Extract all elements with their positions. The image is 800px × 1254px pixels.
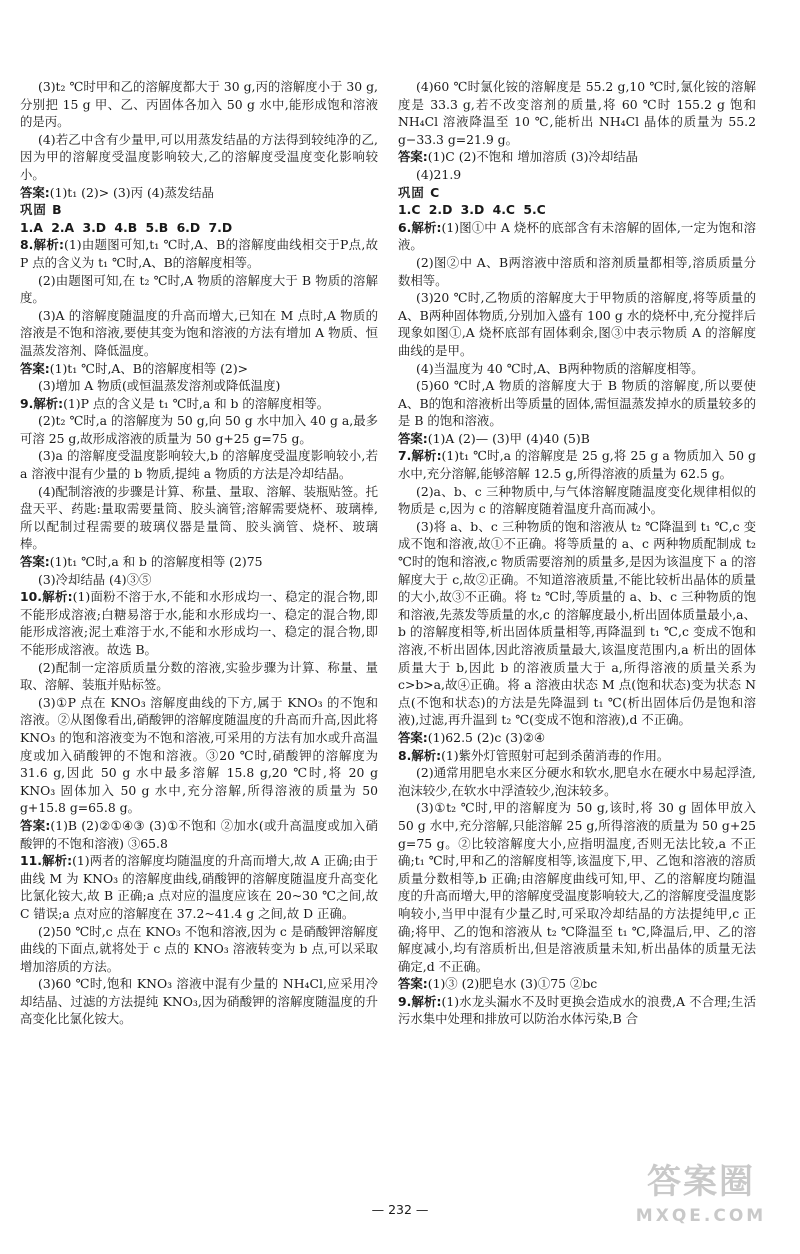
paragraph: (3)将 a、b、c 三种物质的饱和溶液从 t₂ ℃降温到 t₁ ℃,c 变成不饱和溶液,故①不正确。将等质量的 a、c 两种物质配制成 t₂ ℃时的饱和溶液,c 物质需要溶剂的质量多,是因为该温度下 a 的溶解度大于 c,故②正确。不知道溶液质量,不能比较析出晶体的质量的大小,故③不正确。将 t₂ ℃时,等质量的 a、b、c 三种物质的饱和溶液,先蒸发等质量的水,c 的溶解度最小,析出固体质量最小,a、b 的溶解度相等,析出固体质量相等,再降温到 t₁ ℃,c 变成不饱和溶液,不析出固体,因此溶液质量最大,该温度范围内,a 析出的固体质量大于 b,因此 b 的溶液质量大于 a,所得溶液的质量关系为 c>b>a,故④正确。将 a 溶液由状态 M 点(饱和状态)变为状态 N 点(不饱和状态)的方法是先降温到 t₁ ℃(析出固体后仍是饱和溶液),过滤,再升温到 t₂ ℃(变成不饱和溶液),d 不正确。 <box>398 518 756 728</box>
paragraph: (4)当温度为 40 ℃时,A、B两种物质的溶解度相等。 <box>416 360 704 376</box>
paragraph: (3)①t₂ ℃时,甲的溶解度为 50 g,该时,将 30 g 固体甲放入 50 g 水中,充分溶解,只能溶解 25 g,所得溶液的质量为 50 g+25 g=75 g。②比较溶解度大小,应指明温度,否则无法比较,a 不正确;t₁ ℃时,甲和乙的溶解度相等,该温度下,甲、乙饱和溶液的溶质质量分数相等,b 正确;由溶解度曲线可知,甲、乙的溶解度均随温度的升高而增大,甲的溶解度受温度影响较大,乙的溶解度受温度影响较小,当甲中混有少量乙时,可采取冷却结晶的方法提纯甲,c 正确;将甲、乙的饱和溶液从 t₂ ℃降温至 t₁ ℃,降温后,甲、乙的溶解度减小,均有溶质析出,但是溶液质量未知,析出晶体的质量无法确定,d 不正确。 <box>398 800 756 974</box>
answer-line <box>398 975 756 993</box>
paragraph: (3)A 的溶解度随温度的升高而增大,已知在 M 点时,A 物质的溶液是不饱和溶液,要使其变为饱和溶液的方法有增加 A 物质、恒温蒸发溶剂、降低温度。 <box>20 307 378 358</box>
answer-label: 答案: <box>20 360 50 376</box>
answer-line <box>398 729 756 747</box>
paragraph: (2)配制一定溶质质量分数的溶液,实验步骤为计算、称量、量取、溶解、装瓶并贴标签。 <box>20 659 378 693</box>
question-10 <box>20 588 378 658</box>
answer-text: (1)t₁ ℃时,a 和 b 的溶解度相等 (2)75 <box>49 554 263 570</box>
paragraph: (5)60 ℃时,A 物质的溶解度大于 B 物质的溶解度,所以要使 A、B的饱和溶液析出等质量的固体,需恒温蒸发掉水的质量较多的是 B 的饱和溶液。 <box>398 378 756 429</box>
analysis-label: 10.解析: <box>20 589 73 605</box>
question-9 <box>20 395 378 413</box>
answer-line <box>20 360 378 378</box>
paragraph: (3)a 的溶解度受温度影响较大,b 的溶解度受温度影响较小,若 a 溶液中混有少量的 b 物质,提纯 a 物质的方法是冷却结晶。 <box>20 448 378 482</box>
paragraph: (2)a、b、c 三种物质中,与气体溶解度随温度变化规律相似的物质是 c,因为 c 的溶解度随着温度升高而减小。 <box>398 483 756 517</box>
analysis-label: 8.解析: <box>20 237 64 253</box>
answer-label: 答案: <box>398 430 428 446</box>
analysis-label: 7.解析: <box>398 448 442 464</box>
question-8 <box>20 236 378 271</box>
paragraph: (3)①P 点在 KNO₃ 溶解度曲线的下方,属于 KNO₃ 的不饱和溶液。②从图像看出,硝酸钾的溶解度随温度的升高而升高,因此将 KNO₃ 的饱和溶液变为不饱和溶液,可采用的方法有加水或升高温度或加入硝酸钾的不饱和溶液。③20 ℃时,硝酸钾的溶解度为 31.6 g,因此 50 g 水中最多溶解 15.8 g,20 ℃时,将 20 g KNO₃ 固体加入 50 g 水中,充分溶解,所得溶液的质量为 50 g+15.8 g=65.8 g。 <box>20 694 378 816</box>
left-column <box>20 78 378 1028</box>
analysis-text: (1)水龙头漏水不及时更换会造成水的浪费,A 不合理;生活污水集中处理和排放可以防治水体污染,B 合 <box>398 993 756 1027</box>
paragraph: (3)t₂ ℃时甲和乙的溶解度都大于 30 g,丙的溶解度小于 30 g,分别把 15 g 甲、乙、丙固体各加入 50 g 水中,能形成饱和溶液的是丙。 <box>20 79 378 130</box>
answer-text: (1)B (2)②①④③ (3)①不饱和 ②加水(或升高温度或加入硝酸钾的不饱和溶液) ③65.8 <box>20 817 378 851</box>
answer-label: 答案: <box>20 817 51 833</box>
analysis-text: (1)两者的溶解度均随温度的升高而增大,故 A 正确;由于曲线 M 为 KNO₃ 的溶解度曲线,硝酸钾的溶解度随温度升高变化比氯化铵大,故 B 正确;a 点对应的温度应该在 20~30 ℃之间,故 C 错误;a 点对应的溶解度在 37.2~41.4 g 之间,故 D 正确。 <box>20 853 378 921</box>
paragraph: (4)若乙中含有少量甲,可以用蒸发结晶的方法得到较纯净的乙,因为甲的溶解度受温度影响较大,乙的溶解度受温度变化影响较小。 <box>20 131 378 182</box>
right-column <box>398 78 756 1028</box>
answer-text: (3)增加 A 物质(或恒温蒸发溶剂或降低温度) <box>38 378 281 394</box>
question-7 <box>398 447 756 482</box>
answer-line <box>398 148 756 166</box>
analysis-text: (1)面粉不溶于水,不能和水形成均一、稳定的混合物,即不能形成溶液;白糖易溶于水,能和水形成均一、稳定的混合物,即能形成溶液;泥土难溶于水,不能和水形成均一、稳定的混合物,即不能形成溶液。故选 B。 <box>20 589 378 657</box>
choice-answers: 1.C 2.D 3.D 4.C 5.C <box>398 202 546 218</box>
answer-label: 答案: <box>398 976 428 992</box>
analysis-label: 9.解析: <box>398 993 442 1009</box>
answer-line <box>20 553 378 571</box>
question-9 <box>398 993 756 1028</box>
answer-label: 答案: <box>398 149 428 165</box>
analysis-label: 9.解析: <box>20 395 64 411</box>
answer-text: (1)t₁ (2)> (3)丙 (4)蒸发结晶 <box>49 184 215 200</box>
watermark-logo <box>616 1150 786 1238</box>
paragraph: (3)60 ℃时,饱和 KNO₃ 溶液中混有少量的 NH₄Cl,应采用冷却结晶、过滤的方法提纯 KNO₃,因为硝酸钾的溶解度随温度的升高变化比氯化铵大。 <box>20 976 378 1027</box>
question-8 <box>398 747 756 765</box>
watermark-url: MXQE.COM <box>635 1206 767 1226</box>
paragraph: (2)通常用肥皂水来区分硬水和软水,肥皂水在硬水中易起浮渣,泡沫较少,在软水中浮渣较少,泡沫较多。 <box>398 765 756 798</box>
answer-text: (1)C (2)不饱和 增加溶质 (3)冷却结晶 <box>427 149 638 165</box>
section-heading-b: 巩固 B <box>20 202 63 218</box>
answer-line <box>398 430 756 448</box>
analysis-text: (1)t₁ ℃时,a 的溶解度是 25 g,将 25 g a 物质加入 50 g 水中,充分溶解,能够溶解 12.5 g,所得溶液的质量为 62.5 g。 <box>398 448 756 482</box>
answer-text: (1)A (2)— (3)甲 (4)40 (5)B <box>427 430 590 446</box>
answer-label: 答案: <box>398 729 428 745</box>
analysis-label: 6.解析: <box>398 219 442 235</box>
analysis-label: 8.解析: <box>398 747 442 763</box>
answer-text: (4)21.9 <box>416 166 462 182</box>
answer-line <box>20 817 378 852</box>
page-number: — 232 — <box>371 1202 429 1217</box>
answer-line <box>20 184 378 202</box>
analysis-label: 11.解析: <box>20 853 73 869</box>
paragraph: (2)50 ℃时,c 点在 KNO₃ 不饱和溶液,因为 c 是硝酸钾溶解度曲线的下面点,就将处于 c 点的 KNO₃ 溶液转变为 b 点,可以采取增加溶质的方法。 <box>20 923 378 974</box>
answer-label: 答案: <box>20 554 50 570</box>
watermark-title: 答案圈 <box>647 1162 755 1202</box>
choice-answers: 1.A 2.A 3.D 4.B 5.B 6.D 7.D <box>20 219 233 235</box>
paragraph: (2)t₂ ℃时,a 的溶解度为 50 g,向 50 g 水中加入 40 g a,最多可溶 25 g,故形成溶液的质量为 50 g+25 g=75 g。 <box>20 413 378 446</box>
paragraph: (4)60 ℃时氯化铵的溶解度是 55.2 g,10 ℃时,氯化铵的溶解度是 33.3 g,若不改变溶剂的质量,将 60 ℃时 155.2 g 饱和 NH₄Cl 溶液降温至 10 ℃,能析出 NH₄Cl 晶体的质量为 55.2 g−33.3 g=21.9 g。 <box>398 79 756 147</box>
question-6 <box>398 219 756 254</box>
paragraph: (2)由题图可知,在 t₂ ℃时,A 物质的溶解度大于 B 物质的溶解度。 <box>20 272 378 306</box>
answer-text: (3)冷却结晶 (4)③⑤ <box>38 571 152 587</box>
section-heading-c: 巩固 C <box>398 184 441 200</box>
paragraph: (2)图②中 A、B两溶液中溶质和溶剂质量都相等,溶质质量分数相等。 <box>398 254 756 288</box>
paragraph: (3)20 ℃时,乙物质的溶解度大于甲物质的溶解度,将等质量的 A、B两种固体物质,分别加入盛有 100 g 水的烧杯中,充分搅拌后现象如图①,A 烧杯底部有固体剩余,图③中表示物质 A 的溶解度曲线的是甲。 <box>398 290 756 358</box>
answer-text: (1)t₁ ℃时,A、B的溶解度相等 (2)> <box>49 360 249 376</box>
question-11 <box>20 852 378 922</box>
analysis-text: (1)图①中 A 烧杯的底部含有未溶解的固体,一定为饱和溶液。 <box>398 219 756 253</box>
analysis-text: (1)P 点的含义是 t₁ ℃时,a 和 b 的溶解度相等。 <box>63 395 330 411</box>
analysis-text: (1)紫外灯管照射可起到杀菌消毒的作用。 <box>441 747 670 763</box>
answer-label: 答案: <box>20 184 50 200</box>
paragraph: (4)配制溶液的步骤是计算、称量、量取、溶解、装瓶贴签。托盘天平、药匙:量取需要量筒、胶头滴管;溶解需要烧杯、玻璃棒,所以配制过程需要的玻璃仪器是量筒、胶头滴管、烧杯、玻璃棒。 <box>20 483 378 552</box>
answer-text: (1)③ (2)肥皂水 (3)①75 ②bc <box>427 976 598 992</box>
analysis-text: (1)由题图可知,t₁ ℃时,A、B的溶解度曲线相交于P点,故 P 点的含义为 t₁ ℃时,A、B的溶解度相等。 <box>20 237 378 270</box>
answer-text: (1)62.5 (2)c (3)②④ <box>427 729 546 745</box>
